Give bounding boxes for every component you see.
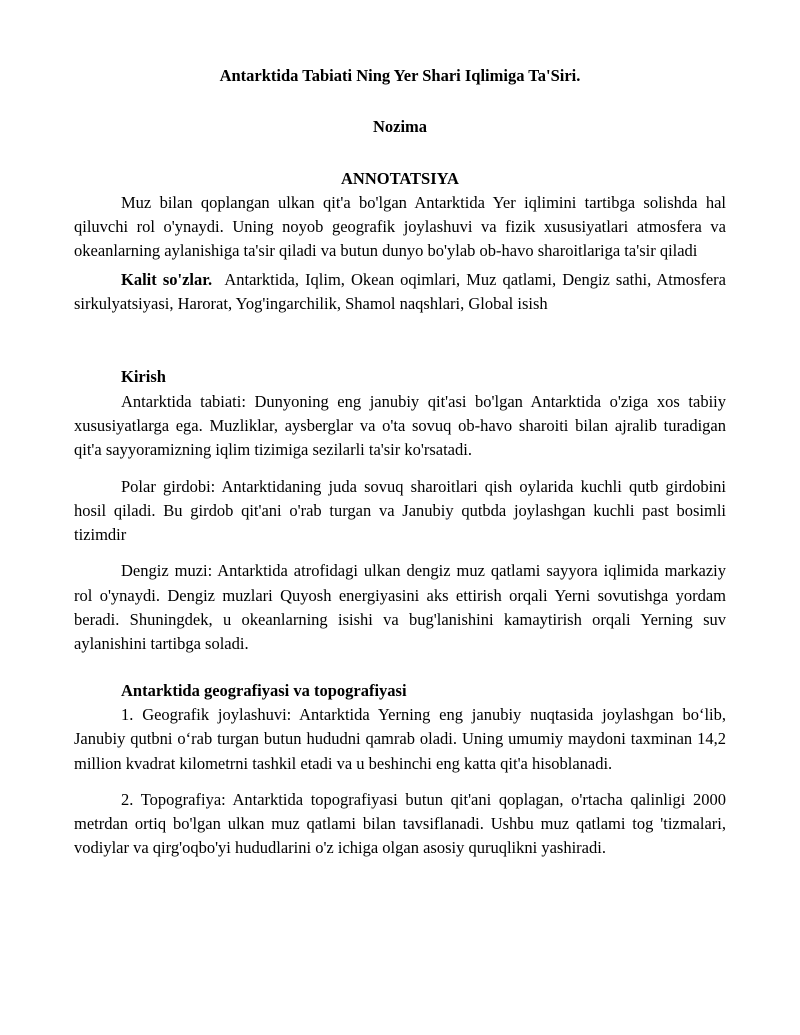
keywords-paragraph bbox=[74, 268, 726, 317]
intro-paragraph-2: Polar girdobi: Antarktidaning juda sovuq sharoitlari qish oylarida kuchli qutb girdobini hosil qiladi. Bu girdob qit'ani o'rab turgan va Janubiy qutbda joylashgan kuchli past bosimli tizimdir bbox=[74, 476, 726, 545]
keywords-text: Antarktida, Iqlim, Okean oqimlari, Muz qatlami, Dengiz sathi, Atmosfera sirkulyatsiyasi, Harorat, Yog'ingarchilik, Shamol naqshlari, Global isish bbox=[74, 269, 727, 314]
annotation-heading: ANNOTATSIYA bbox=[341, 168, 459, 188]
annotation-paragraph: Muz bilan qoplangan ulkan qit'a bo'lgan Antarktida Yer iqlimini tartibga solishda hal qiluvchi rol o'ynaydi. Uning noyob geografik joylashuvi va fizik xususiyatlari atmosfera va okeanlarning aylanishiga ta'sir qiladi va butun dunyo bo'ylab ob-havo sharoitlariga ta'sir qiladi bbox=[74, 192, 726, 261]
document-title: Antarktida Tabiati Ning Yer Shari Iqlimiga Ta'Siri. bbox=[219, 66, 581, 85]
geography-heading: Antarktida geografiyasi va topografiyasi bbox=[121, 680, 407, 700]
geography-paragraph-2: 2. Topografiya: Antarktida topografiyasi butun qit'ani qoplagan, o'rtacha qalinligi 2000 metrdan ortiq bo'lgan ulkan muz qatlami bilan tavsiflanadi. Ushbu muz qatlami tog 'tizmalari, vodiylar va qirg'oqbo'yi hududlarini o'z ichiga olgan asosiy quruqlikni yashiradi. bbox=[74, 789, 726, 858]
author-name: Nozima bbox=[372, 117, 428, 137]
intro-paragraph-1: Antarktida tabiati: Dunyoning eng janubiy qit'asi bo'lgan Antarktida o'ziga xos tabiiy xususiyatlarga ega. Muzliklar, aysberglar va o'ta sovuq ob-havo sharoiti bilan ajralib turadigan qit'a sayyoramizning iqlim tizimiga sezilarli ta'sir ko'rsatadi. bbox=[74, 391, 726, 460]
geography-paragraph-1: 1. Geografik joylashuvi: Antarktida Yerning eng janubiy nuqtasida joylashgan bo‘lib, Janubiy qutbni o‘rab turgan butun hududni qamrab oladi. Uning umumiy maydoni taxminan 14,2 million kvadrat kilometrni tashkil etadi va u beshinchi eng katta qit'a hisoblanadi. bbox=[74, 704, 726, 773]
intro-paragraph-3: Dengiz muzi: Antarktida atrofidagi ulkan dengiz muz qatlami sayyora iqlimida markaziy rol o'ynaydi. Dengiz muzlari Quyosh energiyasini aks ettirish orqali Yerni sovutishga yordam beradi. Shuningdek, u okeanlarning isishi va bug'lanishini kamaytirish orqali Yerning suv aylanishini tartibga soladi. bbox=[74, 561, 726, 654]
keywords-label: Kalit so'zlar. bbox=[121, 269, 213, 289]
intro-heading: Kirish bbox=[121, 367, 166, 387]
